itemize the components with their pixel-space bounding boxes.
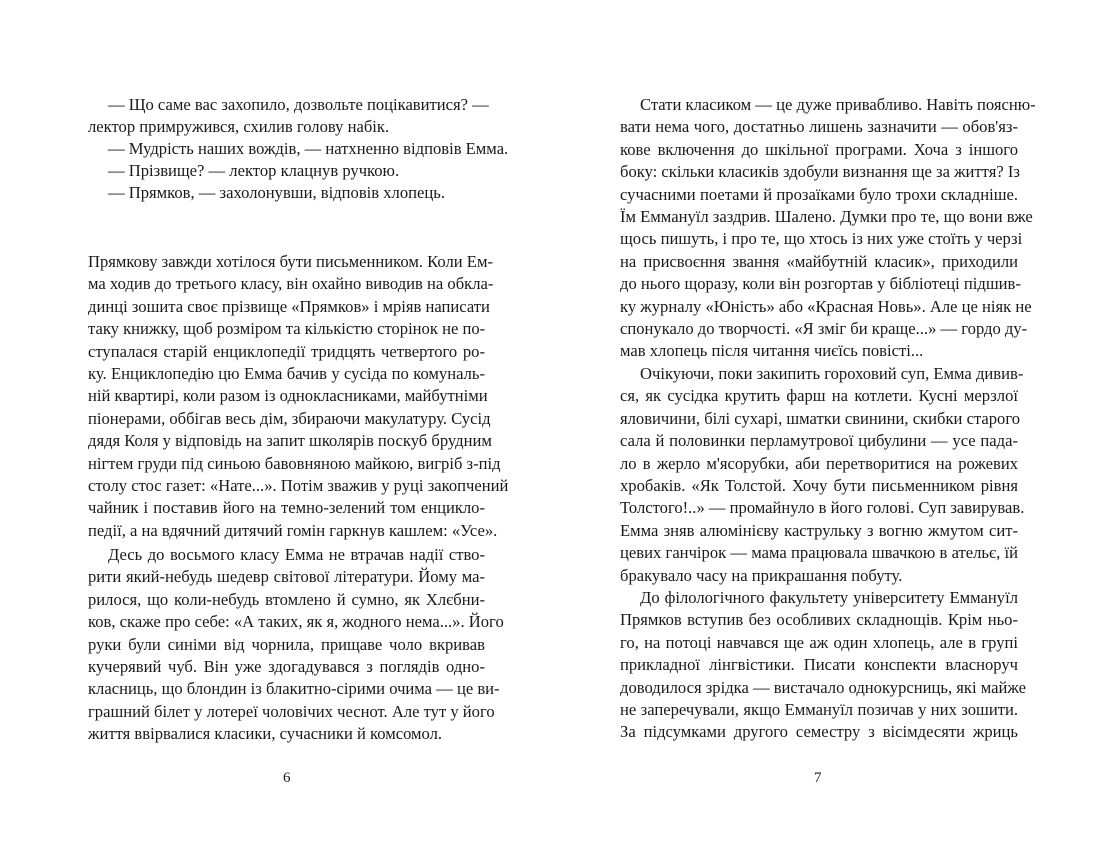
- text-line: сала й половинки перламутрової цибулини — усе пада-: [620, 431, 1018, 451]
- paragraph: [88, 94, 489, 139]
- right-page: [620, 0, 1036, 859]
- text-line: ло в жерло м'ясорубки, аби перетворитися на рожевих: [620, 453, 1018, 473]
- text-line: мав хлопець після читання чиєїсь повісті...: [620, 341, 924, 361]
- paragraph: [620, 94, 1036, 363]
- text-line: спонукало до творчості. «Я зміг би краще...» — гордо ду-: [620, 318, 1028, 338]
- text-line: ній квартирі, коли разом із однокласниками, майбутніми: [88, 386, 488, 406]
- text-line: бракувало часу на прикрашання побуту.: [620, 565, 903, 585]
- text-line: динці зошита своє прізвище «Прямков» і мріяв написати: [88, 296, 490, 316]
- text-line: До філологічного факультету університету Еммануїл: [640, 588, 1018, 607]
- text-line: лектор примружився, схилив голову набік.: [88, 117, 390, 137]
- text-line: Їм Еммануїл заздрив. Шалено. Думки про те, що вони вже: [620, 206, 1033, 226]
- text-line: вати нема чого, достатньо лишень зазначити — обов'яз-: [620, 117, 1018, 137]
- text-line: не заперечували, якщо Еммануїл позичав у них зошити.: [620, 699, 1018, 719]
- text-line: чайник і поставив його на темно-зелений том енцикло-: [88, 498, 485, 518]
- text-line: таку книжку, щоб розміром та кількістю сторінок не по-: [88, 319, 486, 339]
- text-line: Десь до восьмого класу Емма не втрачав надії ство-: [108, 545, 485, 564]
- text-line: цевих ганчірок — мама працювала швачкою в ательє, їй: [620, 543, 1018, 563]
- text-line: — Прямков, — захолонувши, відповів хлопець.: [108, 183, 445, 202]
- text-line: грашний білет у лотереї чоловічих чеснот. Але тут у його: [88, 701, 495, 721]
- text-line: щось пишуть, і про те, що хтось із них уже стоїть у черзі: [620, 229, 1023, 249]
- text-line: яловичини, білі сухарі, шматки свинини, скибки старого: [620, 408, 1021, 428]
- left-page: [88, 0, 509, 859]
- paragraph: [620, 363, 1025, 587]
- text-line: кове включення до шкільної програми. Хоча з іншого: [620, 139, 1018, 159]
- paragraph: [620, 587, 1026, 744]
- text-line: Стати класиком — це дуже привабливо. Навіть поясню-: [640, 95, 1036, 114]
- text-line: Прямкову завжди хотілося бути письменником. Коли Ем-: [88, 252, 493, 271]
- text-line: дядя Коля у відповідь на запит школярів поскуб брудним: [88, 431, 492, 451]
- text-line: Очікуючи, поки закипить гороховий суп, Емма дивив-: [640, 364, 1024, 383]
- text-line: ступалася старій енциклопедії тридцять четвертого ро-: [88, 341, 485, 361]
- text-line: ма ходив до третього класу, він охайно виводив на обкла-: [88, 274, 494, 294]
- text-line: прикладної лінгвістики. Писати конспекти власноруч: [620, 655, 1018, 675]
- text-line: боку: скільки класиків здобули визнання ще за життя? Із: [620, 162, 1020, 182]
- text-line: ков, скаже про себе: «А таких, як я, жодного нема...». Його: [88, 612, 504, 632]
- text-line: Прямков вступив без особливих складнощів. Крім ньо-: [620, 610, 1018, 630]
- text-line: столу стос газет: «Нате...». Потім зважив у руці закопчений: [88, 475, 509, 495]
- paragraph: [88, 544, 504, 746]
- text-line: нігтем груди під синьою бавовняною майкою, вигріб з-під: [88, 453, 501, 473]
- text-line: класниць, що блондин із блакитно-сірими очима — це ви-: [88, 679, 500, 699]
- text-line: до нього щоразу, коли він розгортав у бібліотеці підшив-: [620, 274, 1021, 294]
- page-number: 7: [814, 770, 822, 786]
- text-line: піонерами, оббігав весь дім, збираючи макулатуру. Сусід: [88, 408, 491, 428]
- text-line: ку. Енциклопедію цю Емма бачив у сусіда по комуналь-: [88, 363, 485, 383]
- text-line: Толстого!..» — промайнуло в його голові. Суп завирував.: [620, 498, 1025, 518]
- paragraph: [88, 138, 509, 160]
- text-line: За підсумками другого семестру з вісімдесяти жриць: [620, 722, 1018, 742]
- text-line: доводилося зрідка — вистачало однокурсниць, які майже: [620, 677, 1026, 697]
- text-line: руки були синіми від чорнила, прищаве чоло вкривав: [88, 634, 485, 654]
- paragraph: [88, 182, 485, 204]
- paragraph: [88, 160, 485, 182]
- text-line: хробаків. «Як Толстой. Хочу бути письменником рівня: [620, 475, 1018, 495]
- text-line: — Мудрість наших вождів, — натхненно відповів Емма.: [108, 139, 509, 158]
- text-line: Емма зняв алюмінієву каструльку з вогню жмутом сит-: [620, 520, 1018, 540]
- text-line: рити який-небудь шедевр світової літератури. Йому ма-: [88, 567, 485, 587]
- text-line: на присвоєння звання «майбутній класик», приходили: [620, 251, 1018, 271]
- text-line: рилося, що коли-небудь втомлено й сумно, як Хлєбни-: [88, 589, 485, 609]
- paragraph: [88, 251, 509, 542]
- page-number: 6: [283, 770, 291, 786]
- text-line: ся, як сусідка крутить фарш на котлети. Куснi мерзлої: [620, 386, 1018, 406]
- text-line: го, на потоці навчався ще аж один хлопець, але в групі: [620, 632, 1018, 652]
- text-line: — Що саме вас захопило, дозвольте поцікавитися? —: [108, 95, 489, 114]
- text-line: сучасними поетами й прозаїками було трохи складніше.: [620, 184, 1018, 204]
- text-line: життя ввірвалися класики, сучасники й комсомол.: [88, 724, 443, 744]
- text-line: — Прізвище? — лектор клацнув ручкою.: [108, 161, 400, 180]
- text-line: ку журналу «Юність» або «Красная Новь». Але це ніяк не: [620, 296, 1032, 316]
- text-line: педії, а на вдячний дитячий гомін гаркнув кашлем: «Усе».: [88, 520, 498, 540]
- text-line: кучерявий чуб. Він уже здогадувався з поглядів одно-: [88, 656, 485, 676]
